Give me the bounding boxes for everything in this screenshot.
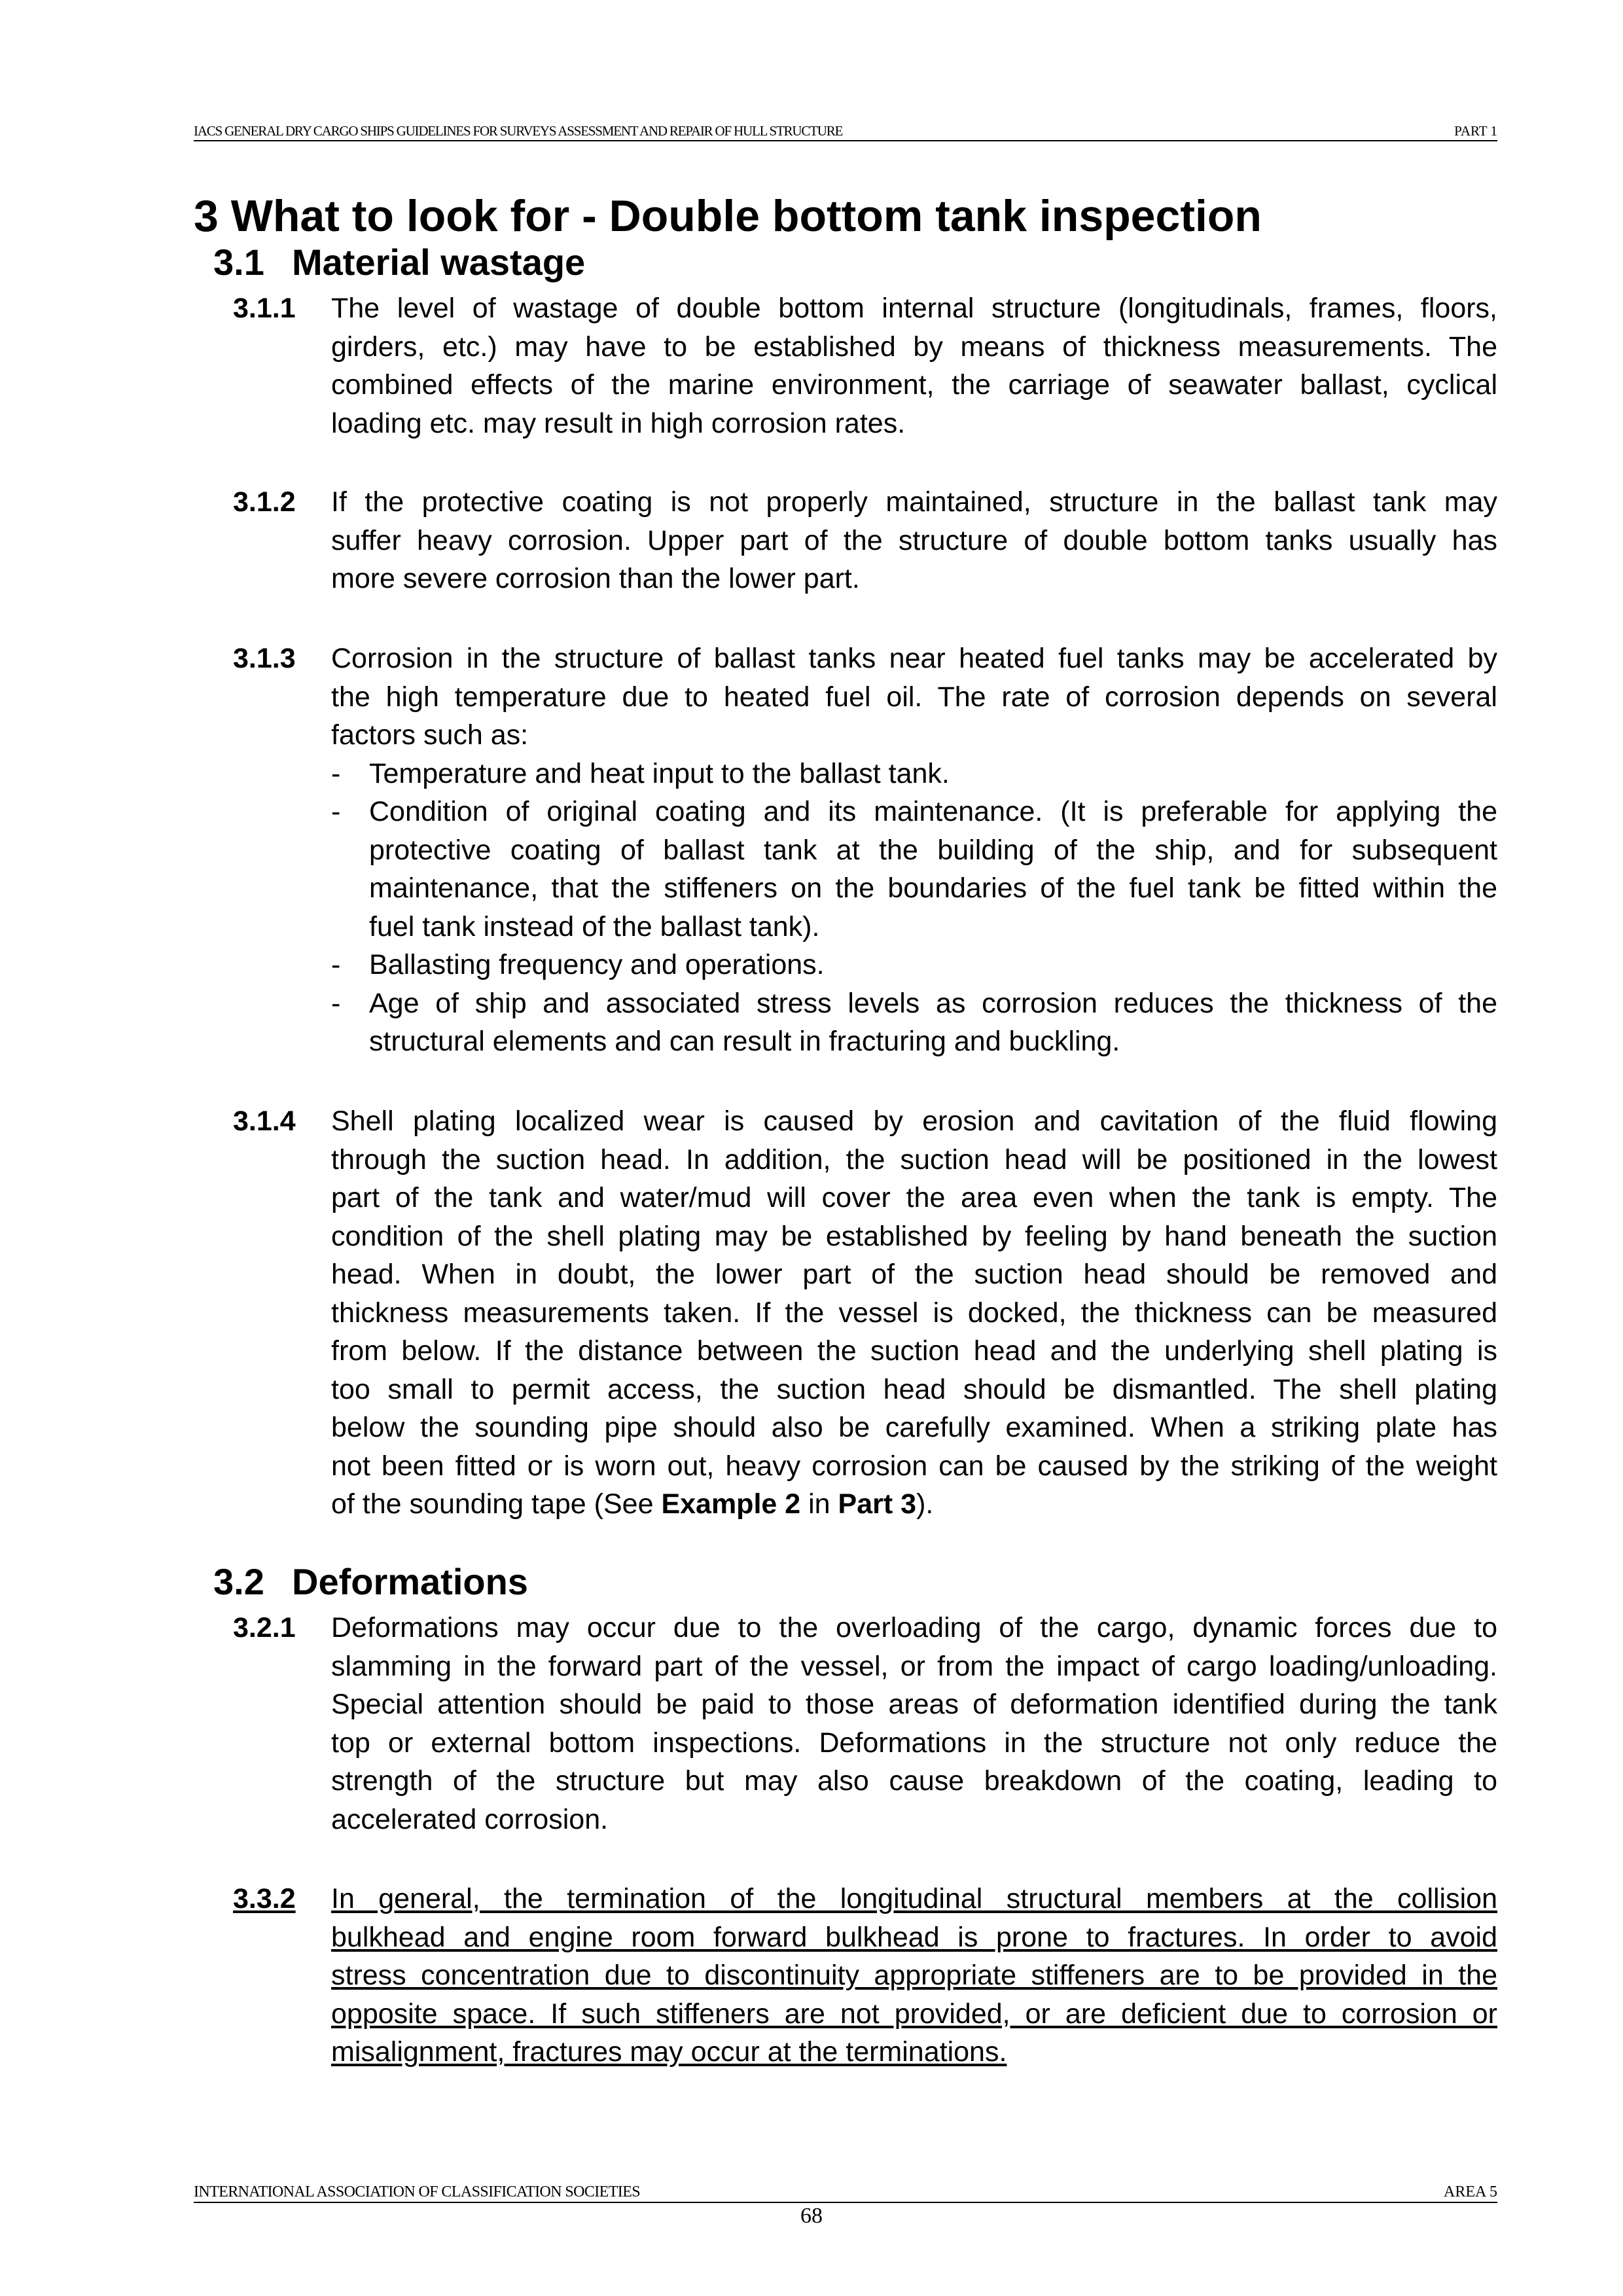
section-heading-3-1 (213, 241, 585, 284)
paragraph-number: 3.3.2 (233, 1883, 296, 1914)
factor-list (331, 755, 1497, 1061)
list-item (331, 793, 1497, 946)
text-line: below the sounding pipe should also be carefully examined. When a striking plate has (331, 1412, 1497, 1443)
text-line: more severe corrosion than the lower part. (331, 563, 860, 594)
running-footer (194, 2182, 1497, 2203)
section-heading-3-2 (213, 1560, 528, 1604)
text-line: condition of the shell plating may be established by feeling by hand beneath the suction (331, 1220, 1497, 1252)
paragraph-text (331, 1609, 1497, 1839)
text-line: too small to permit access, the suction head should be dismantled. The shell plating (331, 1373, 1497, 1405)
text-line: factors such as: (331, 719, 529, 751)
text-line: In general, the termination of the longitudinal structural members at the collision (331, 1883, 1497, 1914)
section-number: 3.2 (213, 1561, 264, 1602)
section-title: Deformations (292, 1561, 528, 1602)
paragraph-3-2-1 (233, 1609, 1497, 1839)
text-line: through the suction head. In addition, the suction head will be positioned in the lowest (331, 1143, 1497, 1175)
dash-marker: - (331, 796, 341, 827)
paragraph-3-1-1 (233, 289, 1497, 442)
header-part-label: PART 1 (1454, 123, 1497, 139)
text-line: Deformations may occur due to the overloading of the cargo, dynamic forces due to (331, 1612, 1497, 1643)
list-item (331, 946, 1497, 984)
text-line: slamming in the forward part of the vessel, or from the impact of cargo loading/unloading. (331, 1650, 1497, 1682)
paragraph-text (331, 1102, 1497, 1524)
text-line: maintenance, that the stiffeners on the boundaries of the fuel tank be fitted within the (369, 872, 1497, 904)
text-line: misalignment, fractures may occur at the terminations. (331, 2036, 1007, 2068)
paragraph-3-1-3 (233, 639, 1497, 1061)
dash-marker: - (331, 757, 341, 789)
text-line: accelerated corrosion. (331, 1803, 609, 1835)
text-line: top or external bottom inspections. Deformations in the structure not only reduce the (331, 1727, 1497, 1759)
text-line: girders, etc.) may have to be established by means of thickness measurements. The (331, 331, 1497, 363)
section-title: Material wastage (292, 242, 586, 283)
paragraph-number: 3.1.1 (233, 293, 296, 324)
text-line: opposite space. If such stiffeners are not provided, or are deficient due to corrosion or (331, 1998, 1497, 2030)
text-line-with-reference (331, 1485, 1497, 1524)
text-line: from below. If the distance between the suction head and the underlying shell plating is (331, 1335, 1497, 1367)
section-number: 3.1 (213, 242, 264, 283)
text-line: Shell plating localized wear is caused by erosion and cavitation of the fluid flowing (331, 1105, 1497, 1137)
running-header (194, 123, 1497, 141)
text-line: Ballasting frequency and operations. (369, 949, 825, 980)
text-line: protective coating of ballast tank at the building of the ship, and for subsequent (369, 834, 1497, 866)
paragraph-number: 3.2.1 (233, 1612, 296, 1643)
paragraph-text (331, 483, 1497, 598)
paragraph-text (331, 1880, 1497, 2072)
text-line: head. When in doubt, the lower part of the suction head should be removed and (331, 1259, 1497, 1290)
reference-prefix: of the sounding tape (See (331, 1488, 662, 1520)
page-number: 68 (800, 2204, 823, 2228)
text-line: Age of ship and associated stress levels as corrosion reduces the thickness of the (369, 987, 1497, 1019)
text-line: part of the tank and water/mud will cover the area even when the tank is empty. The (331, 1182, 1497, 1213)
header-document-title: IACS GENERAL DRY CARGO SHIPS GUIDELINES FOR SURVEYS ASSESSMENT AND REPAIR OF HULL STRUCTURE (194, 123, 843, 139)
reference-suffix: ). (916, 1488, 934, 1520)
text-line: Temperature and heat input to the ballast tank. (369, 757, 950, 789)
paragraph-3-1-2 (233, 483, 1497, 598)
footer-area-label: AREA 5 (1443, 2183, 1497, 2200)
footer-organization: INTERNATIONAL ASSOCIATION OF CLASSIFICATION SOCIETIES (194, 2183, 641, 2200)
page-title: 3 What to look for - Double bottom tank inspection (194, 191, 1262, 241)
text-line: combined effects of the marine environment, the carriage of seawater ballast, cyclical (331, 369, 1497, 401)
paragraph-number: 3.1.2 (233, 486, 296, 518)
paragraph-text (331, 289, 1497, 442)
text-line: fuel tank instead of the ballast tank). (369, 910, 820, 942)
text-line: the high temperature due to heated fuel oil. The rate of corrosion depends on several (331, 681, 1497, 713)
text-line: Condition of original coating and its maintenance. (It is preferable for applying the (369, 796, 1497, 827)
text-line: strength of the structure but may also cause breakdown of the coating, leading to (331, 1765, 1497, 1797)
text-line: loading etc. may result in high corrosion rates. (331, 407, 906, 439)
text-line: Special attention should be paid to those areas of deformation identified during the tank (331, 1689, 1497, 1720)
text-line: structural elements and can result in fracturing and buckling. (369, 1026, 1120, 1057)
text-line: thickness measurements taken. If the vessel is docked, the thickness can be measured (331, 1297, 1497, 1329)
text-line: not been fitted or is worn out, heavy corrosion can be caused by the striking of the weight (331, 1450, 1497, 1482)
part-reference: Part 3 (838, 1488, 917, 1520)
example-reference: Example 2 (661, 1488, 801, 1520)
text-line: If the protective coating is not properly maintained, structure in the ballast tank may (331, 486, 1497, 518)
list-item (331, 984, 1497, 1061)
text-line: bulkhead and engine room forward bulkhead is prone to fractures. In order to avoid (331, 1921, 1497, 1953)
paragraph-3-3-2 (233, 1880, 1497, 2072)
dash-marker: - (331, 949, 341, 980)
text-line: suffer heavy corrosion. Upper part of the structure of double bottom tanks usually has (331, 524, 1497, 556)
paragraph-text (331, 639, 1497, 755)
paragraph-number: 3.1.3 (233, 643, 296, 674)
dash-marker: - (331, 987, 341, 1019)
paragraph-number: 3.1.4 (233, 1105, 296, 1137)
paragraph-3-1-4 (233, 1102, 1497, 1524)
text-line: The level of wastage of double bottom internal structure (longitudinals, frames, floors, (331, 293, 1497, 324)
text-line: stress concentration due to discontinuity appropriate stiffeners are to be provided in the (331, 1960, 1497, 1991)
text-line: Corrosion in the structure of ballast tanks near heated fuel tanks may be accelerated by (331, 643, 1497, 674)
reference-joiner: in (800, 1488, 838, 1520)
list-item (331, 755, 1497, 793)
